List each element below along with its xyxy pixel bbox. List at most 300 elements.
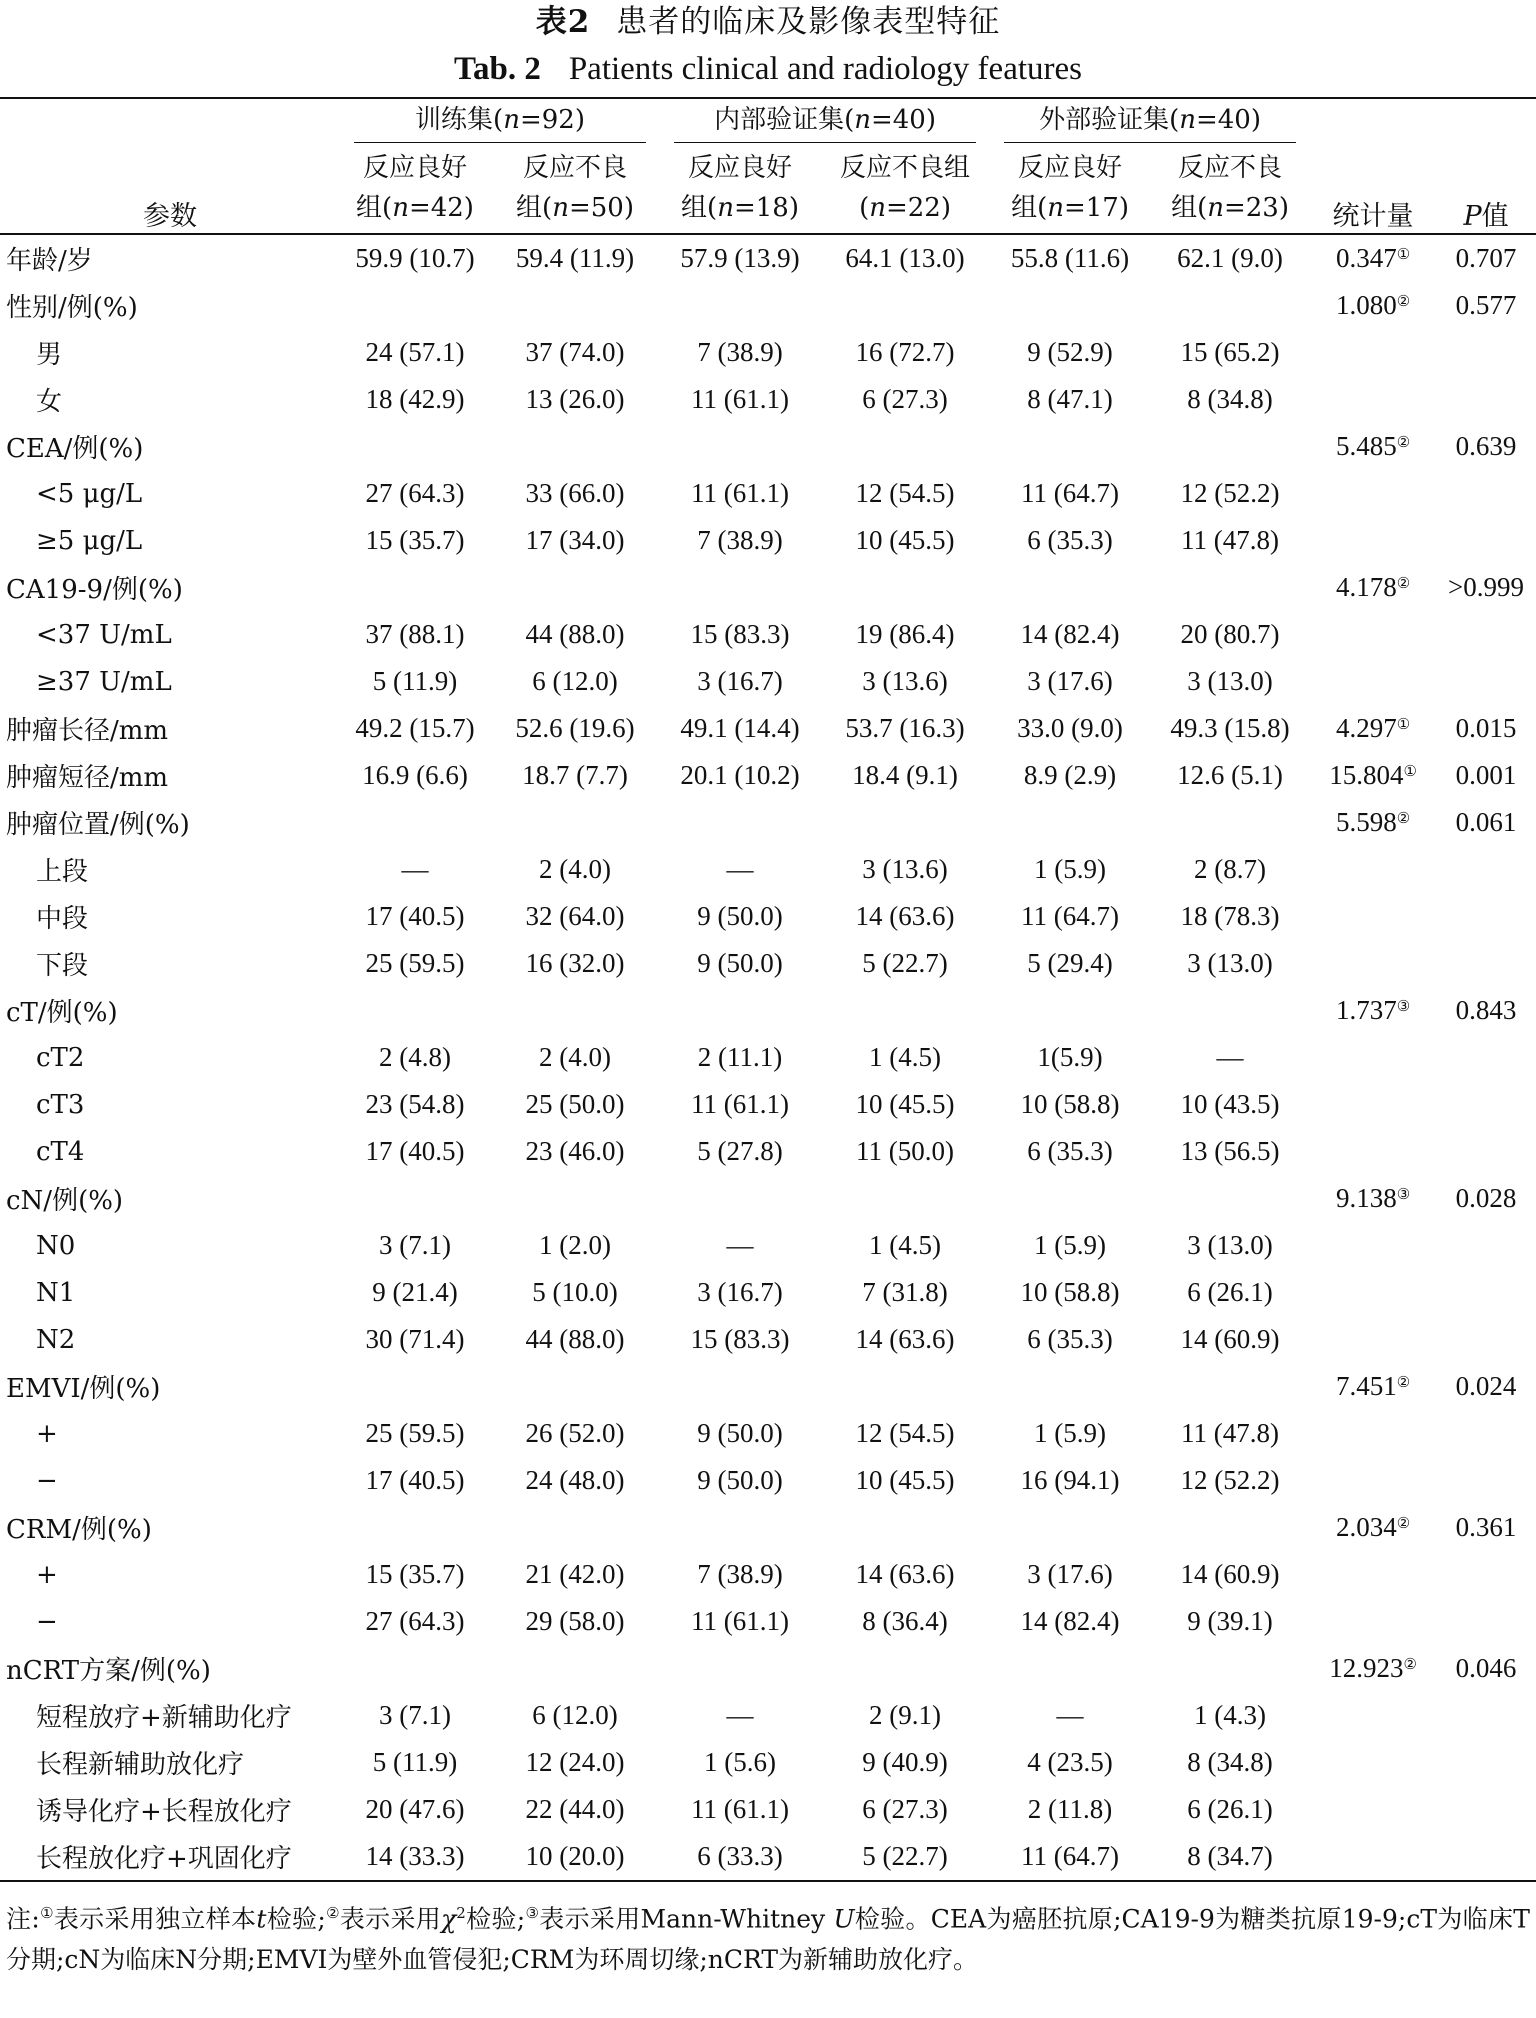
- table-row: [0, 1457, 1536, 1504]
- row-stat: [1310, 1081, 1436, 1128]
- row-p: [1436, 940, 1536, 987]
- row-value: 3 (16.7): [697, 1277, 783, 1307]
- table-row: [0, 752, 1536, 799]
- row-value: —: [726, 1700, 754, 1730]
- row-value: 16 (32.0): [525, 948, 625, 978]
- row-stat: 15.804①: [1329, 760, 1417, 790]
- row-value: 25 (59.5): [365, 1418, 465, 1448]
- row-value: [990, 1363, 1150, 1410]
- row-param: 上段: [36, 857, 89, 887]
- row-stat: [1310, 1128, 1436, 1175]
- row-value: [660, 282, 820, 329]
- row-p: [1436, 1739, 1536, 1786]
- row-p: [1436, 329, 1536, 376]
- row-param: N1: [36, 1277, 76, 1308]
- row-p: [1436, 376, 1536, 423]
- row-value: 15 (35.7): [365, 1559, 465, 1589]
- row-value: 44 (88.0): [525, 1324, 625, 1354]
- table-caption-en: Patients clinical and radiology features: [568, 51, 1082, 87]
- header-group-internal: 内部验证集(n=40): [660, 98, 990, 143]
- row-value: 15 (83.3): [690, 1324, 790, 1354]
- row-value: [1150, 423, 1310, 470]
- row-value: [490, 564, 660, 611]
- row-stat: 5.485②: [1335, 431, 1411, 461]
- row-param: 中段: [36, 904, 89, 934]
- row-value: 49.1 (14.4): [680, 713, 800, 743]
- row-value: 12 (24.0): [525, 1747, 625, 1777]
- row-value: 12 (52.2): [1180, 1465, 1280, 1495]
- row-value: 7 (38.9): [697, 525, 783, 555]
- row-value: [820, 987, 990, 1034]
- row-value: 11 (61.1): [691, 384, 789, 414]
- row-value: 3 (17.6): [1027, 1559, 1113, 1589]
- row-value: 6 (26.1): [1187, 1794, 1273, 1824]
- row-value: 3 (13.6): [862, 666, 948, 696]
- row-stat: 1.737③: [1335, 995, 1411, 1025]
- row-value: 30 (71.4): [365, 1324, 465, 1354]
- row-value: 59.4 (11.9): [515, 243, 635, 273]
- row-value: [340, 282, 490, 329]
- row-value: 1 (4.5): [869, 1230, 942, 1260]
- row-param: cN/例(%): [6, 1186, 124, 1216]
- row-value: 15 (83.3): [690, 619, 790, 649]
- row-value: 2 (11.8): [1027, 1794, 1113, 1824]
- row-value: [660, 799, 820, 846]
- row-value: 24 (57.1): [365, 337, 465, 367]
- row-value: [1150, 1175, 1310, 1222]
- row-param: 长程放化疗+巩固化疗: [36, 1844, 292, 1874]
- row-value: 7 (31.8): [862, 1277, 948, 1307]
- row-param: cT/例(%): [6, 998, 118, 1028]
- table-caption-cn: 患者的临床及影像表型特征: [616, 4, 1001, 40]
- row-value: 3 (7.1): [379, 1230, 451, 1260]
- row-value: 14 (60.9): [1180, 1324, 1280, 1354]
- row-value: 3 (13.0): [1187, 666, 1273, 696]
- row-value: 5 (22.7): [862, 1841, 948, 1871]
- row-value: 3 (13.0): [1187, 948, 1273, 978]
- table-row: [0, 1081, 1536, 1128]
- row-value: 27 (64.3): [365, 1606, 465, 1636]
- row-stat: [1310, 1222, 1436, 1269]
- row-value: 12 (54.5): [855, 1418, 955, 1448]
- row-value: 9 (21.4): [372, 1277, 458, 1307]
- row-param: −: [36, 1465, 58, 1496]
- row-value: 9 (40.9): [862, 1747, 948, 1777]
- row-value: [1150, 1645, 1310, 1692]
- row-value: 10 (45.5): [855, 1089, 955, 1119]
- row-stat: 2.034②: [1335, 1512, 1411, 1542]
- row-value: 7 (38.9): [697, 1559, 783, 1589]
- row-value: 1 (5.9): [1034, 854, 1107, 884]
- row-value: 1 (5.9): [1034, 1230, 1107, 1260]
- header-subgroup: 反应良好 组(n=42): [356, 153, 474, 223]
- row-value: —: [1216, 1042, 1244, 1072]
- row-value: 14 (82.4): [1020, 619, 1120, 649]
- header-stat: 统计量: [1332, 201, 1414, 232]
- row-value: [820, 564, 990, 611]
- table-row: [0, 1739, 1536, 1786]
- table-label-en: Tab. 2: [453, 51, 541, 87]
- row-value: 5 (11.9): [372, 1747, 458, 1777]
- row-value: [340, 564, 490, 611]
- row-value: 6 (35.3): [1027, 1324, 1113, 1354]
- row-stat: 0.347①: [1335, 243, 1411, 273]
- table-row: [0, 1833, 1536, 1881]
- row-p: 0.061: [1455, 807, 1517, 837]
- row-param: cT4: [36, 1136, 85, 1167]
- row-p: 0.001: [1455, 760, 1517, 790]
- table-row: [0, 1316, 1536, 1363]
- row-value: 10 (45.5): [855, 525, 955, 555]
- table-row: [0, 940, 1536, 987]
- row-value: 17 (40.5): [365, 1136, 465, 1166]
- row-stat: [1310, 1786, 1436, 1833]
- row-value: 2 (4.8): [379, 1042, 451, 1072]
- table-row: [0, 234, 1536, 282]
- table-row: [0, 611, 1536, 658]
- row-value: 49.3 (15.8): [1170, 713, 1290, 743]
- row-stat: [1310, 1034, 1436, 1081]
- table-note: 注:①表示采用独立样本t检验;②表示采用$\chi^2$检验;③表示采用Mann-Whitney U检验。CEA为癌胚抗原;CA19-9为糖类抗原19-9;cT为临床T分期;cN为临床N分期;EMVI为壁外血管侵犯;CRM为环周切缘;nCRT为新辅助放化疗。: [6, 1904, 1530, 1975]
- table-row: [0, 376, 1536, 423]
- header-group-external: 外部验证集(n=40): [990, 98, 1310, 143]
- row-value: 26 (52.0): [525, 1418, 625, 1448]
- row-value: [660, 564, 820, 611]
- row-value: 20 (47.6): [365, 1794, 465, 1824]
- row-value: 24 (48.0): [525, 1465, 625, 1495]
- row-value: 15 (35.7): [365, 525, 465, 555]
- row-value: [340, 799, 490, 846]
- row-p: [1436, 658, 1536, 705]
- row-value: 17 (34.0): [525, 525, 625, 555]
- row-value: 17 (40.5): [365, 1465, 465, 1495]
- row-value: 18.7 (7.7): [522, 760, 628, 790]
- table-row: [0, 423, 1536, 470]
- row-value: 1(5.9): [1037, 1042, 1103, 1072]
- row-p: [1436, 1410, 1536, 1457]
- row-value: 9 (50.0): [697, 948, 783, 978]
- row-value: [490, 282, 660, 329]
- table-row: [0, 1692, 1536, 1739]
- row-value: 22 (44.0): [525, 1794, 625, 1824]
- row-param: 肿瘤长径/mm: [6, 716, 169, 746]
- row-value: 57.9 (13.9): [680, 243, 800, 273]
- row-value: [660, 423, 820, 470]
- row-param: 男: [36, 340, 63, 370]
- row-value: [990, 987, 1150, 1034]
- row-param: −: [36, 1606, 58, 1637]
- row-param: 年龄/岁: [6, 246, 93, 276]
- row-value: 10 (58.8): [1020, 1089, 1120, 1119]
- row-value: 8.9 (2.9): [1023, 760, 1117, 790]
- row-value: 8 (34.7): [1187, 1841, 1273, 1871]
- row-param: EMVI/例(%): [6, 1374, 161, 1404]
- row-value: 3 (17.6): [1027, 666, 1113, 696]
- row-p: 0.639: [1455, 431, 1517, 461]
- row-value: 2 (4.0): [539, 1042, 611, 1072]
- row-value: —: [1056, 1700, 1084, 1730]
- row-value: 59.9 (10.7): [355, 243, 475, 273]
- row-value: 6 (27.3): [862, 384, 948, 414]
- row-value: 33.0 (9.0): [1017, 713, 1123, 743]
- table-row: [0, 1222, 1536, 1269]
- row-value: 25 (50.0): [525, 1089, 625, 1119]
- row-value: 2 (4.0): [539, 854, 611, 884]
- row-stat: [1310, 1316, 1436, 1363]
- row-value: 5 (29.4): [1027, 948, 1113, 978]
- row-value: 5 (10.0): [532, 1277, 618, 1307]
- row-value: 11 (64.7): [1021, 478, 1120, 508]
- row-value: 13 (26.0): [525, 384, 625, 414]
- row-param: nCRT方案/例(%): [6, 1656, 211, 1686]
- table-row: [0, 705, 1536, 752]
- row-value: [660, 987, 820, 1034]
- row-value: 20.1 (10.2): [680, 760, 800, 790]
- row-value: 33 (66.0): [525, 478, 625, 508]
- row-value: 16.9 (6.6): [362, 760, 468, 790]
- table-row: [0, 1175, 1536, 1222]
- row-value: —: [726, 854, 754, 884]
- row-value: 62.1 (9.0): [1177, 243, 1283, 273]
- row-stat: [1310, 1833, 1436, 1881]
- row-p: 0.843: [1455, 995, 1517, 1025]
- row-value: 13 (56.5): [1180, 1136, 1280, 1166]
- row-param: 短程放疗+新辅助化疗: [36, 1703, 292, 1733]
- row-value: 3 (16.7): [697, 666, 783, 696]
- row-p: [1436, 517, 1536, 564]
- table-row: [0, 1504, 1536, 1551]
- row-p: 0.028: [1455, 1183, 1517, 1213]
- header-param: 参数: [143, 201, 197, 232]
- row-stat: 4.297①: [1335, 713, 1411, 743]
- table-row: [0, 1269, 1536, 1316]
- row-value: [820, 1645, 990, 1692]
- row-value: 6 (27.3): [862, 1794, 948, 1824]
- row-p: [1436, 1081, 1536, 1128]
- row-p: [1436, 1269, 1536, 1316]
- row-value: 16 (94.1): [1020, 1465, 1120, 1495]
- row-param: CEA/例(%): [6, 434, 144, 464]
- table-row: [0, 799, 1536, 846]
- row-p: 0.707: [1455, 243, 1517, 273]
- row-stat: [1310, 470, 1436, 517]
- row-value: 8 (34.8): [1187, 384, 1273, 414]
- row-param: <5 μg/L: [36, 478, 143, 509]
- row-p: [1436, 470, 1536, 517]
- row-value: 1 (4.3): [1194, 1700, 1267, 1730]
- row-value: [990, 1504, 1150, 1551]
- row-value: 1 (2.0): [539, 1230, 611, 1260]
- row-value: [990, 564, 1150, 611]
- table-row: [0, 1128, 1536, 1175]
- row-value: 10 (58.8): [1020, 1277, 1120, 1307]
- row-value: 11 (61.1): [691, 1794, 789, 1824]
- row-value: [1150, 1363, 1310, 1410]
- row-param: 性别/例(%): [6, 293, 138, 323]
- row-value: [990, 1175, 1150, 1222]
- table-row: [0, 1034, 1536, 1081]
- row-p: >0.999: [1448, 572, 1525, 602]
- row-value: 11 (50.0): [856, 1136, 955, 1166]
- row-value: 6 (12.0): [532, 666, 618, 696]
- row-value: 27 (64.3): [365, 478, 465, 508]
- row-param: CRM/例(%): [6, 1515, 152, 1545]
- row-value: 1 (4.5): [869, 1042, 942, 1072]
- row-value: 3 (13.6): [862, 854, 948, 884]
- table-row: [0, 846, 1536, 893]
- row-param: +: [36, 1559, 58, 1590]
- row-stat: 4.178②: [1335, 572, 1411, 602]
- row-value: 9 (50.0): [697, 901, 783, 931]
- row-value: 9 (50.0): [697, 1418, 783, 1448]
- row-value: 19 (86.4): [855, 619, 955, 649]
- row-p: 0.015: [1455, 713, 1517, 743]
- row-p: [1436, 1316, 1536, 1363]
- row-stat: [1310, 1739, 1436, 1786]
- row-value: 8 (34.8): [1187, 1747, 1273, 1777]
- row-value: 14 (63.6): [855, 901, 955, 931]
- row-param: CA19-9/例(%): [6, 575, 183, 605]
- row-param: 女: [36, 387, 63, 417]
- row-value: [990, 282, 1150, 329]
- row-param: +: [36, 1418, 58, 1449]
- row-value: [490, 1504, 660, 1551]
- row-value: 11 (61.1): [691, 1606, 789, 1636]
- table-row: [0, 1645, 1536, 1692]
- table-row: [0, 470, 1536, 517]
- row-value: [820, 282, 990, 329]
- row-stat: [1310, 1269, 1436, 1316]
- row-value: 6 (33.3): [697, 1841, 783, 1871]
- row-p: [1436, 1128, 1536, 1175]
- table-row: [0, 1363, 1536, 1410]
- row-value: 7 (38.9): [697, 337, 783, 367]
- table-row: [0, 1410, 1536, 1457]
- row-param: 肿瘤短径/mm: [6, 763, 169, 793]
- row-value: [340, 987, 490, 1034]
- row-stat: [1310, 1598, 1436, 1645]
- row-stat: 1.080②: [1335, 290, 1411, 320]
- row-value: 21 (42.0): [525, 1559, 625, 1589]
- features-table: [0, 97, 1536, 1882]
- row-value: [660, 1363, 820, 1410]
- row-stat: [1310, 1457, 1436, 1504]
- row-param: 肿瘤位置/例(%): [6, 810, 190, 840]
- row-p: [1436, 893, 1536, 940]
- row-p: 0.361: [1455, 1512, 1517, 1542]
- row-value: 37 (88.1): [365, 619, 465, 649]
- row-value: 8 (36.4): [862, 1606, 948, 1636]
- row-value: 18 (78.3): [1180, 901, 1280, 931]
- row-value: [340, 1363, 490, 1410]
- row-p: [1436, 611, 1536, 658]
- row-value: 4 (23.5): [1027, 1747, 1113, 1777]
- row-value: 32 (64.0): [525, 901, 625, 931]
- row-value: 12 (52.2): [1180, 478, 1280, 508]
- row-value: [660, 1504, 820, 1551]
- row-value: [490, 1363, 660, 1410]
- row-value: 14 (60.9): [1180, 1559, 1280, 1589]
- header-subgroup: 反应良好 组(n=17): [1011, 153, 1129, 223]
- row-stat: [1310, 940, 1436, 987]
- row-value: 6 (35.3): [1027, 1136, 1113, 1166]
- row-value: [820, 1363, 990, 1410]
- table-row: [0, 658, 1536, 705]
- row-value: [340, 1504, 490, 1551]
- row-stat: [1310, 1410, 1436, 1457]
- row-value: [1150, 564, 1310, 611]
- row-value: 9 (39.1): [1187, 1606, 1273, 1636]
- row-value: 6 (35.3): [1027, 525, 1113, 555]
- row-value: [990, 423, 1150, 470]
- row-stat: 7.451②: [1335, 1371, 1411, 1401]
- row-value: 6 (26.1): [1187, 1277, 1273, 1307]
- row-stat: 9.138③: [1335, 1183, 1411, 1213]
- row-value: 2 (9.1): [869, 1700, 942, 1730]
- row-value: 3 (13.0): [1187, 1230, 1273, 1260]
- row-value: 29 (58.0): [525, 1606, 625, 1636]
- row-p: 0.577: [1455, 290, 1517, 320]
- row-value: [820, 1175, 990, 1222]
- row-value: 52.6 (19.6): [515, 713, 635, 743]
- row-value: 55.8 (11.6): [1010, 243, 1130, 273]
- row-value: 11 (47.8): [1181, 525, 1280, 555]
- table-row: [0, 1551, 1536, 1598]
- header-group-training: 训练集(n=92): [340, 98, 660, 143]
- row-stat: 5.598②: [1335, 807, 1411, 837]
- row-p: [1436, 1692, 1536, 1739]
- row-value: 49.2 (15.7): [355, 713, 475, 743]
- row-value: [1150, 282, 1310, 329]
- row-value: [490, 1175, 660, 1222]
- row-value: 15 (65.2): [1180, 337, 1280, 367]
- row-param: 下段: [36, 951, 89, 981]
- row-stat: [1310, 329, 1436, 376]
- row-param: <37 U/mL: [36, 619, 172, 650]
- row-value: 10 (20.0): [525, 1841, 625, 1871]
- row-value: 14 (33.3): [365, 1841, 465, 1871]
- row-param: 诱导化疗+长程放化疗: [36, 1797, 292, 1827]
- row-value: [1150, 799, 1310, 846]
- row-p: [1436, 1551, 1536, 1598]
- row-p: 0.024: [1455, 1371, 1517, 1401]
- table-row: [0, 564, 1536, 611]
- table-row: [0, 329, 1536, 376]
- row-value: 44 (88.0): [525, 619, 625, 649]
- row-value: —: [726, 1230, 754, 1260]
- row-value: 53.7 (16.3): [845, 713, 965, 743]
- row-param: N0: [36, 1230, 76, 1261]
- header-p: P值: [1463, 201, 1509, 232]
- row-p: [1436, 1457, 1536, 1504]
- row-value: 37 (74.0): [525, 337, 625, 367]
- row-value: 5 (11.9): [372, 666, 458, 696]
- row-value: 8 (47.1): [1027, 384, 1113, 414]
- row-value: 23 (46.0): [525, 1136, 625, 1166]
- row-value: 14 (63.6): [855, 1324, 955, 1354]
- header-subgroup: 反应不良组 (n=22): [840, 153, 971, 223]
- table-row: [0, 1598, 1536, 1645]
- row-value: 2 (8.7): [1194, 854, 1267, 884]
- row-value: [490, 987, 660, 1034]
- row-value: 9 (50.0): [697, 1465, 783, 1495]
- row-value: [1150, 1504, 1310, 1551]
- row-value: [490, 799, 660, 846]
- table-label-cn: 表2: [535, 4, 591, 40]
- row-value: 11 (64.7): [1021, 901, 1120, 931]
- row-value: 6 (12.0): [532, 1700, 618, 1730]
- row-value: [1150, 987, 1310, 1034]
